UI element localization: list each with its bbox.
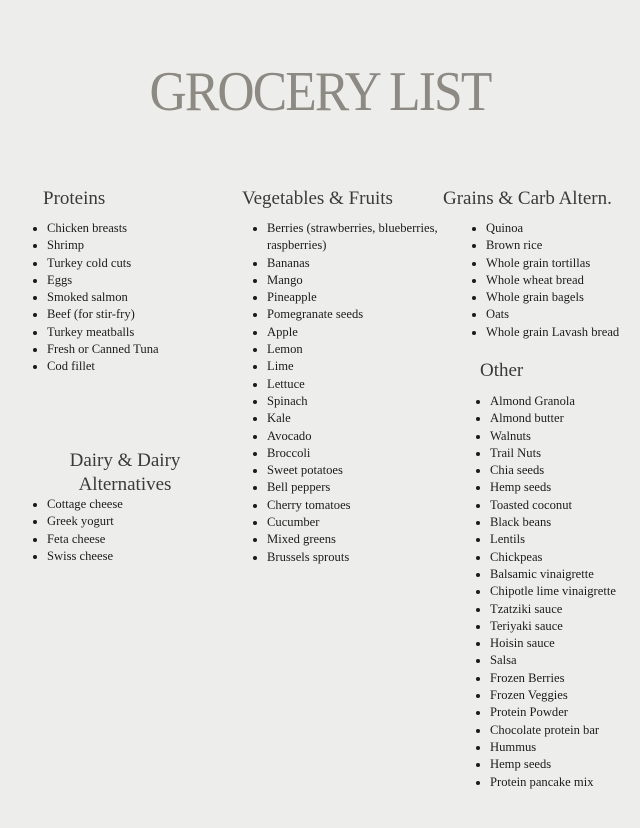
proteins-heading: Proteins (43, 188, 106, 209)
list-item: Hemp seeds (476, 479, 616, 496)
list-item: Lime (253, 358, 438, 375)
proteins-list (33, 220, 159, 376)
vegetables-heading: Vegetables & Fruits (242, 188, 393, 209)
list-item: Trail Nuts (476, 445, 616, 462)
list-item: Smoked salmon (33, 289, 159, 306)
list-item: Brussels sprouts (253, 549, 438, 566)
list-item: Chipotle lime vinaigrette (476, 583, 616, 600)
list-item: Balsamic vinaigrette (476, 566, 616, 583)
list-item: Beef (for stir-fry) (33, 306, 159, 323)
list-item: Protein Powder (476, 704, 616, 721)
list-item: Turkey meatballs (33, 324, 159, 341)
list-item: Swiss cheese (33, 548, 123, 565)
list-item-line1: Berries (strawberries, blueberries, (267, 221, 438, 235)
list-item: Almond butter (476, 410, 616, 427)
list-item-line2: raspberries) (267, 238, 327, 253)
dairy-heading-line2: Alternatives (78, 474, 172, 495)
list-item: Sweet potatoes (253, 462, 438, 479)
list-item: Whole grain tortillas (472, 255, 619, 272)
list-item: Lettuce (253, 376, 438, 393)
dairy-heading (55, 449, 195, 497)
list-item: Tzatziki sauce (476, 601, 616, 618)
list-item: Cucumber (253, 514, 438, 531)
list-item: Kale (253, 410, 438, 427)
list-item: Turkey cold cuts (33, 255, 159, 272)
list-item: Whole grain Lavash bread (472, 324, 619, 341)
list-item: Lemon (253, 341, 438, 358)
list-item: Chia seeds (476, 462, 616, 479)
list-item: Salsa (476, 652, 616, 669)
list-item: Eggs (33, 272, 159, 289)
list-item: Apple (253, 324, 438, 341)
list-item: Chicken breasts (33, 220, 159, 237)
list-item: Hummus (476, 739, 616, 756)
list-item (253, 220, 438, 255)
list-item: Quinoa (472, 220, 619, 237)
list-item: Spinach (253, 393, 438, 410)
list-item: Shrimp (33, 237, 159, 254)
list-item: Avocado (253, 428, 438, 445)
list-item: Pomegranate seeds (253, 306, 438, 323)
list-item: Black beans (476, 514, 616, 531)
list-item: Frozen Veggies (476, 687, 616, 704)
list-item: Toasted coconut (476, 497, 616, 514)
vegetables-list (253, 220, 438, 566)
other-list (476, 393, 616, 791)
list-item: Whole grain bagels (472, 289, 619, 306)
list-item: Hemp seeds (476, 756, 616, 773)
list-item: Cod fillet (33, 358, 159, 375)
list-item: Mango (253, 272, 438, 289)
list-item: Oats (472, 306, 619, 323)
list-item: Lentils (476, 531, 616, 548)
list-item: Brown rice (472, 237, 619, 254)
list-item: Whole wheat bread (472, 272, 619, 289)
dairy-heading-line1: Dairy & Dairy (69, 450, 181, 471)
page-title: GROCERY LIST (149, 61, 491, 123)
list-item: Cherry tomatoes (253, 497, 438, 514)
list-item: Bell peppers (253, 479, 438, 496)
list-item: Chocolate protein bar (476, 722, 616, 739)
list-item: Pineapple (253, 289, 438, 306)
list-item: Broccoli (253, 445, 438, 462)
grains-heading: Grains & Carb Altern. (443, 188, 612, 209)
list-item: Feta cheese (33, 531, 123, 548)
list-item: Walnuts (476, 428, 616, 445)
list-item: Almond Granola (476, 393, 616, 410)
list-item: Bananas (253, 255, 438, 272)
list-item: Greek yogurt (33, 513, 123, 530)
list-item: Fresh or Canned Tuna (33, 341, 159, 358)
list-item: Cottage cheese (33, 496, 123, 513)
list-item: Chickpeas (476, 549, 616, 566)
list-item: Hoisin sauce (476, 635, 616, 652)
dairy-list (33, 496, 123, 565)
list-item: Mixed greens (253, 531, 438, 548)
list-item: Teriyaki sauce (476, 618, 616, 635)
other-heading: Other (480, 360, 524, 381)
list-item: Protein pancake mix (476, 774, 616, 791)
list-item: Frozen Berries (476, 670, 616, 687)
grains-list (472, 220, 619, 341)
